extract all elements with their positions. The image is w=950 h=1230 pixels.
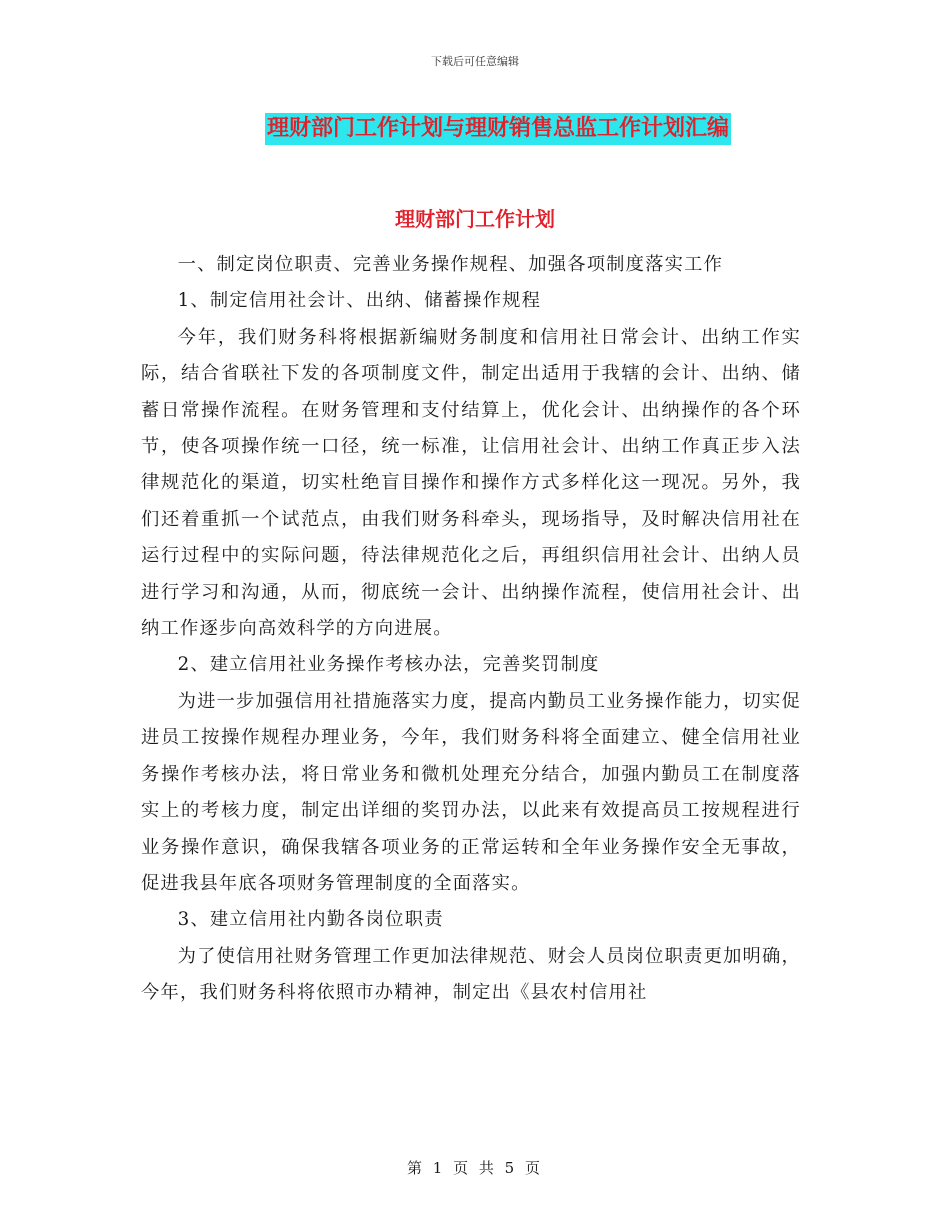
page-footer: 第 1 页 共 5 页	[407, 1159, 543, 1177]
subheading-1: 1、制定信用社会计、出纳、储蓄操作规程	[177, 290, 542, 312]
section-title: 理财部门工作计划	[395, 207, 555, 231]
body-text	[141, 247, 801, 1012]
header-note: 下载后可任意编辑	[431, 55, 519, 68]
heading-level-1: 一、制定岗位职责、完善业务操作规程、加强各项制度落实工作	[177, 254, 724, 275]
subheading-3: 3、建立信用社内勤各岗位职责	[177, 909, 444, 931]
paragraph-3: 为了使信用社财务管理工作更加法律规范、财会人员岗位职责更加明确，今年，我们财务科将依照市办精神，制定出《县农村信用社	[141, 945, 801, 1004]
document-title-container	[0, 113, 950, 145]
paragraph-2: 为进一步加强信用社措施落实力度，提高内勤员工业务操作能力，切实促进员工按操作规程办理业务，今年，我们财务科将全面建立、健全信用社业务操作考核办法，将日常业务和微机处理充分结合，加强内勤员工在制度落实上的考核力度，制定出详细的奖罚办法，以此来有效提高员工按规程进行业务操作意识，确保我辖各项业务的正常运转和全年业务操作安全无事故，促进我县年底各项财务管理制度的全面落实。	[141, 690, 801, 894]
document-title: 理财部门工作计划与理财销售总监工作计划汇编	[265, 113, 731, 145]
paragraph-1: 今年，我们财务科将根据新编财务制度和信用社日常会计、出纳工作实际，结合省联社下发的各项制度文件，制定出适用于我辖的会计、出纳、储蓄日常操作流程。在财务管理和支付结算上，优化会计、出纳操作的各个环节，使各项操作统一口径，统一标准，让信用社会计、出纳工作真正步入法律规范化的渠道，切实杜绝盲目操作和操作方式多样化这一现况。另外，我们还着重抓一个试范点，由我们财务科牵头，现场指导，及时解决信用社在运行过程中的实际问题，待法律规范化之后，再组织信用社会计、出纳人员进行学习和沟通，从而，彻底统一会计、出纳操作流程，使信用社会计、出纳工作逐步向高效科学的方向进展。	[141, 326, 801, 640]
subheading-2: 2、建立信用社业务操作考核办法，完善奖罚制度	[177, 654, 600, 676]
